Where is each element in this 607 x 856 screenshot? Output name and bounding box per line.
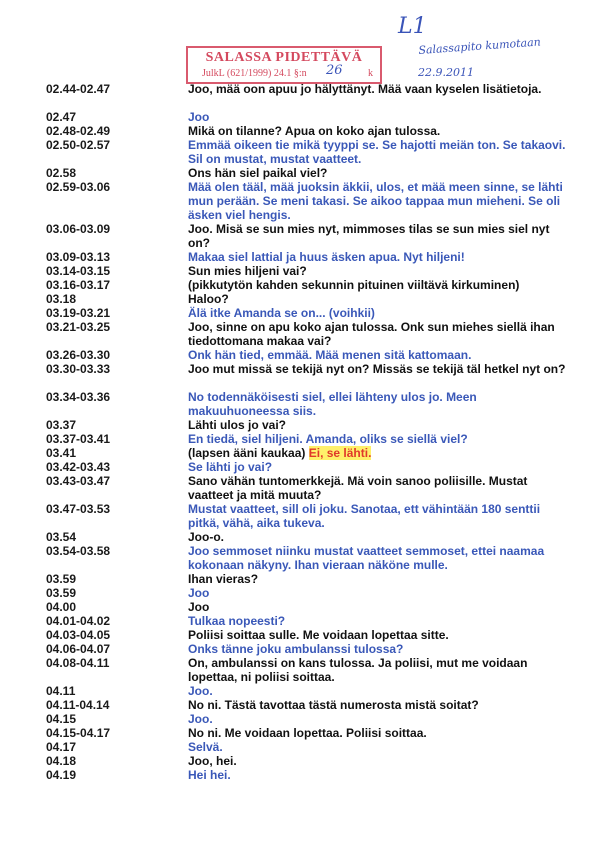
utterance-text: Joo, sinne on apu koko ajan tulossa. Onk sun miehes siellä ihan tiedottomana makaa vai? bbox=[188, 320, 555, 348]
transcript-row bbox=[0, 586, 607, 600]
transcript-row bbox=[0, 740, 607, 754]
stamp-number: 26 bbox=[326, 63, 343, 78]
transcript-row bbox=[0, 124, 607, 138]
transcript-row bbox=[0, 222, 607, 250]
utterance-text: Poliisi soittaa sulle. Me voidaan lopettaa sitte. bbox=[188, 628, 449, 642]
timestamp: 02.47 bbox=[46, 110, 77, 124]
operator-line bbox=[188, 572, 568, 586]
transcript-row bbox=[0, 348, 607, 362]
operator-line bbox=[188, 446, 568, 460]
timestamp: 03.54-03.58 bbox=[46, 544, 111, 558]
stamp-subtitle: JulkL (621/1999) 24.1 §:n bbox=[202, 68, 307, 79]
caller-line bbox=[188, 306, 568, 320]
utterance-text: Emmää oikeen tie mikä tyyppi se. Se hajotti meiän ton. Se takaovi. Sil on mustat, mustat vaatteet. bbox=[188, 138, 566, 166]
operator-line bbox=[188, 278, 568, 292]
caller-line bbox=[188, 544, 568, 572]
timestamp: 04.15 bbox=[46, 712, 77, 726]
timestamp: 03.37-03.41 bbox=[46, 432, 111, 446]
transcript-row bbox=[0, 460, 607, 474]
transcript-row bbox=[0, 768, 607, 782]
operator-line bbox=[188, 292, 568, 306]
transcript-row bbox=[0, 82, 607, 110]
utterance-text: No ni. Me voidaan lopettaa. Poliisi soittaa. bbox=[188, 726, 427, 740]
timestamp: 03.41 bbox=[46, 446, 77, 460]
operator-line bbox=[188, 320, 568, 348]
utterance-text: Joo. bbox=[188, 712, 213, 726]
utterance-text: Hei hei. bbox=[188, 768, 231, 782]
caller-line bbox=[188, 502, 568, 530]
utterance-text: Joo. bbox=[188, 684, 213, 698]
utterance-text: (pikkutytön kahden sekunnin pituinen viiltävä kirkuminen) bbox=[188, 278, 520, 292]
caller-line bbox=[188, 110, 568, 124]
timestamp: 03.30-03.33 bbox=[46, 362, 111, 376]
utterance-text: En tiedä, siel hiljeni. Amanda, oliks se siellä viel? bbox=[188, 432, 468, 446]
timestamp: 03.37 bbox=[46, 418, 77, 432]
utterance-text: Onk hän tied, emmää. Mää menen sitä kattomaan. bbox=[188, 348, 472, 362]
transcript-row bbox=[0, 250, 607, 264]
timestamp: 03.59 bbox=[46, 572, 77, 586]
utterance-text: Makaa siel lattial ja huus äsken apua. Nyt hiljeni! bbox=[188, 250, 465, 264]
timestamp: 02.48-02.49 bbox=[46, 124, 111, 138]
utterance-text: Joo-o. bbox=[188, 530, 224, 544]
timestamp: 03.21-03.25 bbox=[46, 320, 111, 334]
operator-line bbox=[188, 628, 568, 642]
timestamp: 04.15-04.17 bbox=[46, 726, 111, 740]
timestamp: 03.06-03.09 bbox=[46, 222, 111, 236]
timestamp: 03.26-03.30 bbox=[46, 348, 111, 362]
timestamp: 03.19-03.21 bbox=[46, 306, 111, 320]
timestamp: 02.58 bbox=[46, 166, 77, 180]
utterance-text: No todennäköisesti siel, ellei lähteny ulos jo. Meen makuuhuoneessa siis. bbox=[188, 390, 477, 418]
utterance-text: Joo bbox=[188, 600, 210, 614]
operator-line bbox=[188, 656, 568, 684]
utterance-text: Ons hän siel paikal viel? bbox=[188, 166, 328, 180]
transcript-row bbox=[0, 600, 607, 614]
utterance-text: Joo. Misä se sun mies nyt, mimmoses tilas se sun mies siel nyt on? bbox=[188, 222, 550, 250]
utterance-text: Joo mut missä se tekijä nyt on? Missäs se tekijä täl hetkel nyt on? bbox=[188, 362, 566, 376]
transcript-row bbox=[0, 726, 607, 740]
caller-line bbox=[188, 460, 568, 474]
utterance-text: (lapsen ääni kaukaa) bbox=[188, 446, 309, 460]
operator-line bbox=[188, 166, 568, 180]
timestamp: 03.34-03.36 bbox=[46, 390, 111, 404]
timestamp: 04.03-04.05 bbox=[46, 628, 111, 642]
utterance-text: Joo, mää oon apuu jo hälyttänyt. Mää vaan kyselen lisätietoja. bbox=[188, 82, 542, 96]
transcript-row bbox=[0, 138, 607, 166]
transcript-row bbox=[0, 530, 607, 544]
utterance-text: Mää olen tääl, mää juoksin äkkii, ulos, et mää meen sinne, se lähti mun perään. Se meni takasi. Se aikoo tappaa mun mieheni. Se oli äsken viel hengis. bbox=[188, 180, 563, 222]
utterance-text: Joo bbox=[188, 586, 210, 600]
timestamp: 04.06-04.07 bbox=[46, 642, 111, 656]
highlighted-text: Ei, se lähti. bbox=[308, 446, 372, 460]
timestamp: 04.08-04.11 bbox=[46, 656, 110, 670]
utterance-text: No ni. Tästä tavottaa tästä numerosta mistä soitat? bbox=[188, 698, 479, 712]
utterance-text: Haloo? bbox=[188, 292, 229, 306]
caller-line bbox=[188, 642, 568, 656]
transcript-row bbox=[0, 320, 607, 348]
timestamp: 04.01-04.02 bbox=[46, 614, 111, 628]
utterance-text: Joo bbox=[188, 110, 210, 124]
transcript-row bbox=[0, 390, 607, 418]
transcript-row bbox=[0, 684, 607, 698]
handwritten-note: Salassapito kumotaan bbox=[418, 35, 542, 57]
transcript-row bbox=[0, 614, 607, 628]
timestamp: 03.14-03.15 bbox=[46, 264, 111, 278]
utterance-text: Sun mies hiljeni vai? bbox=[188, 264, 307, 278]
transcript-row bbox=[0, 642, 607, 656]
utterance-text: Älä itke Amanda se on... (voihkii) bbox=[188, 306, 375, 320]
caller-line bbox=[188, 138, 568, 166]
transcript-row bbox=[0, 180, 607, 222]
transcript-row bbox=[0, 278, 607, 292]
operator-line bbox=[188, 754, 568, 768]
transcript-row bbox=[0, 544, 607, 572]
handwritten-label: L1 bbox=[398, 14, 427, 39]
timestamp: 03.43-03.47 bbox=[46, 474, 111, 488]
timestamp: 04.00 bbox=[46, 600, 77, 614]
timestamp: 03.16-03.17 bbox=[46, 278, 111, 292]
stamp-title: SALASSA PIDETTÄVÄ bbox=[205, 50, 363, 65]
utterance-text: Se lähti jo vai? bbox=[188, 460, 273, 474]
confidential-stamp bbox=[186, 46, 382, 84]
operator-line bbox=[188, 362, 568, 376]
operator-line bbox=[188, 222, 568, 250]
caller-line bbox=[188, 614, 568, 628]
operator-line bbox=[188, 530, 568, 544]
operator-line bbox=[188, 698, 568, 712]
transcript-row bbox=[0, 572, 607, 586]
timestamp: 04.11 bbox=[46, 684, 76, 698]
caller-line bbox=[188, 586, 568, 600]
transcript-row bbox=[0, 306, 607, 320]
utterance-text: Joo, hei. bbox=[188, 754, 237, 768]
transcript-row bbox=[0, 754, 607, 768]
utterance-text: On, ambulanssi on kans tulossa. Ja poliisi, mut me voidaan lopettaa, ni poliisi soittaa. bbox=[188, 656, 528, 684]
operator-line bbox=[188, 264, 568, 278]
timestamp: 04.17 bbox=[46, 740, 77, 754]
caller-line bbox=[188, 740, 568, 754]
transcript-row bbox=[0, 656, 607, 684]
timestamp: 04.19 bbox=[46, 768, 77, 782]
timestamp: 03.42-03.43 bbox=[46, 460, 111, 474]
utterance-text: Mustat vaatteet, sill oli joku. Sanotaa, ett vähintään 180 senttii pitkä, vähä, aika tukeva. bbox=[188, 502, 541, 530]
caller-line bbox=[188, 712, 568, 726]
transcript-row bbox=[0, 712, 607, 726]
transcript-row bbox=[0, 264, 607, 278]
utterance-text: Ihan vieras? bbox=[188, 572, 259, 586]
timestamp: 03.09-03.13 bbox=[46, 250, 111, 264]
transcript-row bbox=[0, 166, 607, 180]
transcript bbox=[0, 82, 607, 782]
utterance-text: Lähti ulos jo vai? bbox=[188, 418, 287, 432]
caller-line bbox=[188, 250, 568, 264]
utterance-text: Tulkaa nopeesti? bbox=[188, 614, 286, 628]
timestamp: 03.59 bbox=[46, 586, 77, 600]
caller-line bbox=[188, 180, 568, 222]
transcript-row bbox=[0, 698, 607, 712]
caller-line bbox=[188, 390, 568, 418]
transcript-row bbox=[0, 110, 607, 124]
utterance-text: Sano vähän tuntomerkkejä. Mä voin sanoo poliisille. Mustat vaatteet ja mitä muuta? bbox=[188, 474, 528, 502]
utterance-text: Joo semmoset niinku mustat vaatteet semmoset, ettei naamaa kokonaan näkyny. Ihan vieraan näköne mulle. bbox=[188, 544, 545, 572]
timestamp: 03.54 bbox=[46, 530, 77, 544]
caller-line bbox=[188, 432, 568, 446]
timestamp: 02.50-02.57 bbox=[46, 138, 111, 152]
operator-line bbox=[188, 82, 568, 96]
timestamp: 03.18 bbox=[46, 292, 77, 306]
timestamp: 02.44-02.47 bbox=[46, 82, 111, 96]
transcript-row bbox=[0, 432, 607, 446]
timestamp: 04.18 bbox=[46, 754, 77, 768]
transcript-row bbox=[0, 628, 607, 642]
handwritten-date: 22.9.2011 bbox=[418, 66, 474, 79]
utterance-text: Mikä on tilanne? Apua on koko ajan tulossa. bbox=[188, 124, 441, 138]
operator-line bbox=[188, 124, 568, 138]
operator-line bbox=[188, 418, 568, 432]
operator-line bbox=[188, 474, 568, 502]
timestamp: 03.47-03.53 bbox=[46, 502, 111, 516]
transcript-row bbox=[0, 446, 607, 460]
timestamp: 04.11-04.14 bbox=[46, 698, 110, 712]
caller-line bbox=[188, 348, 568, 362]
operator-line bbox=[188, 600, 568, 614]
operator-line bbox=[188, 726, 568, 740]
utterance-text: Selvä. bbox=[188, 740, 223, 754]
stamp-suffix: k bbox=[368, 68, 373, 79]
caller-line bbox=[188, 768, 568, 782]
caller-line bbox=[188, 684, 568, 698]
transcript-row bbox=[0, 362, 607, 390]
transcript-row bbox=[0, 418, 607, 432]
transcript-row bbox=[0, 502, 607, 530]
utterance-text: Onks tänne joku ambulanssi tulossa? bbox=[188, 642, 404, 656]
transcript-row bbox=[0, 474, 607, 502]
transcript-row bbox=[0, 292, 607, 306]
timestamp: 02.59-03.06 bbox=[46, 180, 111, 194]
